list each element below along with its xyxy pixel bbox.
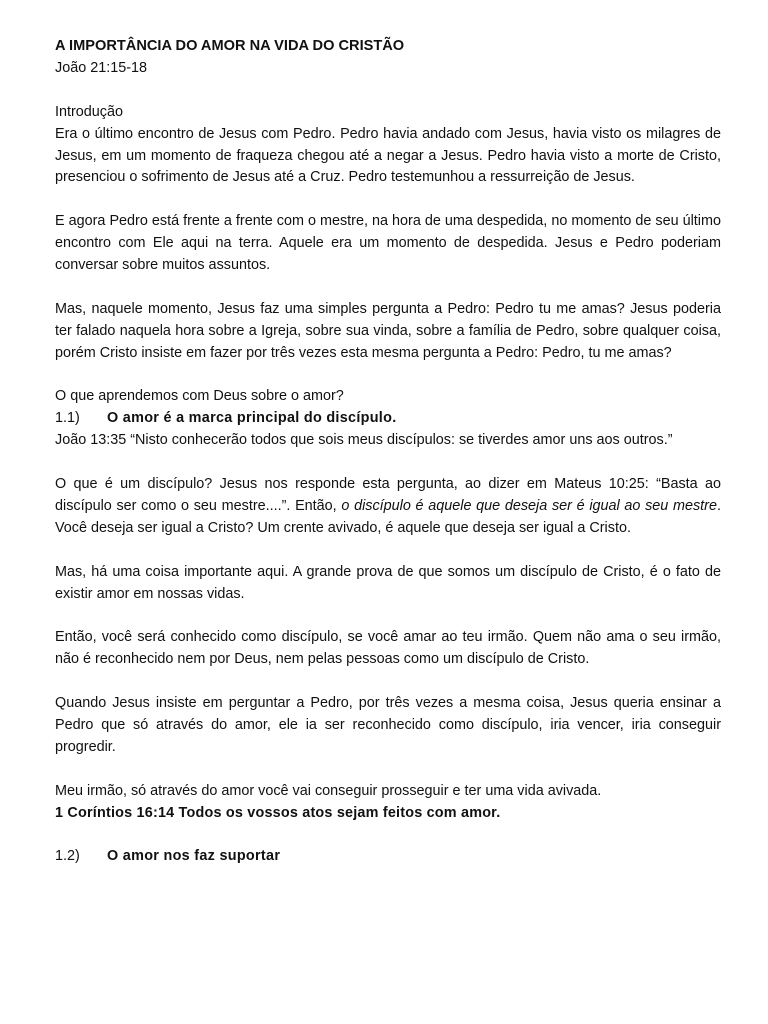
spacer xyxy=(55,605,721,627)
intro-paragraph: Era o último encontro de Jesus com Pedro. Pedro havia andado com Jesus, havia visto os milagres de Jesus, em um momento de fraqueza chegou até a negar a Jesus. Pedro havia visto a morte de Cristo, presenciou o sofrimento de Jesus até a Cruz. Pedro testemunhou a ressurreição de Jesus. xyxy=(55,125,721,186)
section-heading: O amor nos faz suportar xyxy=(107,848,281,865)
spacer xyxy=(55,824,721,846)
paragraph-2: E agora Pedro está frente a frente com o mestre, na hora de uma despedida, no momento de seu último encontro com Ele aqui na terra. Aquele era um momento de despedida. Jesus e Pedro poderiam conversar sobre muitos assuntos. xyxy=(55,213,721,274)
spacer xyxy=(55,189,721,211)
section-item-2 xyxy=(55,846,721,868)
intro-heading: Introdução xyxy=(55,103,124,120)
spacer xyxy=(55,671,721,693)
spacer xyxy=(55,452,721,474)
paragraph-4-start: O que é um discípulo? Jesus nos responde esta pergunta, ao dizer em Mateus 10:25: “Basta ao discípulo ser como o seu mestre....”. Então, xyxy=(55,476,721,514)
spacer xyxy=(55,540,721,562)
section-item-1 xyxy=(55,408,721,430)
paragraph-4 xyxy=(55,474,721,540)
scripture-reference: João 21:15-18 xyxy=(55,59,148,76)
document-title: A IMPORTÂNCIA DO AMOR NA VIDA DO CRISTÃO xyxy=(55,38,405,54)
spacer xyxy=(55,365,721,387)
spacer xyxy=(55,277,721,299)
paragraph-3: Mas, naquele momento, Jesus faz uma simples pergunta a Pedro: Pedro tu me amas? Jesus poderia ter falado naquela hora sobre a Igreja, sobre sua vinda, sobre a família de Pedro, sobre qualquer coisa, porém Cristo insiste em fazer por três vezes esta mesma pergunta a Pedro: Pedro, tu me amas? xyxy=(55,300,721,361)
paragraph-7: Quando Jesus insiste em perguntar a Pedro, por três vezes a mesma coisa, Jesus queria ensinar a Pedro que só através do amor, ele ia ser reconhecido como discípulo, iria vencer, iria conseguir progredir. xyxy=(55,695,721,755)
section-number: 1.2) xyxy=(55,848,80,865)
paragraph-4-end: . Você deseja ser igual a Cristo? Um crente avivado, é aquele que deseja ser igual a Cristo. xyxy=(55,497,721,536)
paragraph-6: Então, você será conhecido como discípulo, se você amar ao teu irmão. Quem não ama o seu irmão, não é reconhecido nem por Deus, nem pelas pessoas como um discípulo de Cristo. xyxy=(55,629,721,668)
section-heading: O amor é a marca principal do discípulo. xyxy=(107,410,397,427)
verse-corinthians: 1 Coríntios 16:14 Todos os vossos atos sejam feitos com amor. xyxy=(55,804,501,821)
paragraph-8: Meu irmão, só através do amor você vai conseguir prosseguir e ter uma vida avivada. xyxy=(55,782,602,799)
section-number: 1.1) xyxy=(55,410,80,427)
paragraph-4-italic: o discípulo é aquele que deseja ser é igual ao seu mestre xyxy=(341,497,717,514)
paragraph-5: Mas, há uma coisa importante aqui. A grande prova de que somos um discípulo de Cristo, é o fato de existir amor em nossas vidas. xyxy=(55,563,721,602)
spacer xyxy=(55,759,721,781)
document-page xyxy=(55,36,721,868)
question-line: O que aprendemos com Deus sobre o amor? xyxy=(55,388,344,405)
spacer xyxy=(55,80,721,102)
verse-john: João 13:35 “Nisto conhecerão todos que sois meus discípulos: se tiverdes amor uns aos outros.” xyxy=(55,432,673,449)
